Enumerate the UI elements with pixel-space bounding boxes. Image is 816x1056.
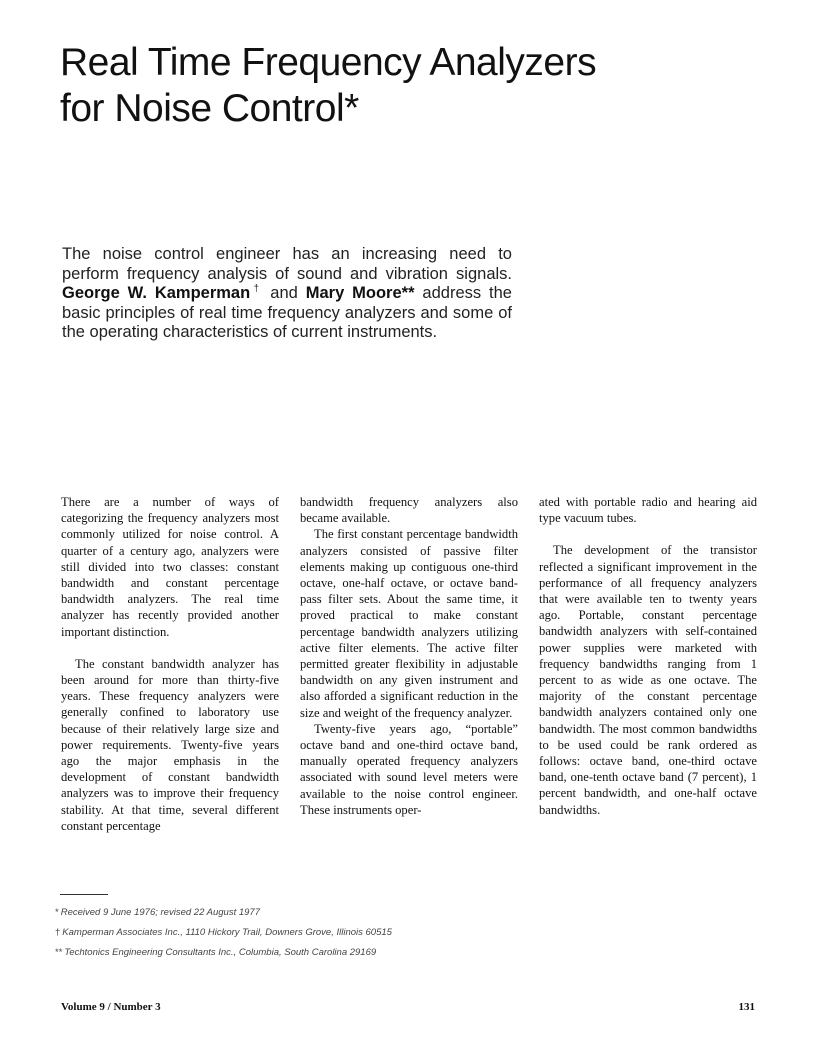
paragraph: There are a number of ways of categorizing the frequency analyzers most commonly utilized for noise control. A quarter of a century ago, analyzers were still divided into two classes: constant bandwidth and constant percentage bandwidth analyzers. The real time analyzer has recently provided another important distinction. (61, 495, 279, 639)
footnote-mark: ** (55, 947, 63, 958)
author-1-mark: † (250, 283, 263, 295)
paragraph: ated with portable radio and hearing aid type vacuum tubes. (539, 495, 757, 526)
abstract (62, 245, 512, 343)
journal-volume: Volume 9 / Number 3 (61, 1001, 161, 1013)
abstract-text-after: address the basic principles of real time frequency analyzers and some of the operating characteristics of current instruments. (62, 284, 512, 341)
paragraph: The first constant percentage bandwidth analyzers consisted of passive filter elements making up contiguous one-third octave, one-half octave, or octave band-pass filter sets. About the same time, it proved practical to make constant percentage bandwidth analyzers utilizing active filter elements. The active filter permitted greater flexibility in adjustable bandwidth on any given instrument and also afforded a significant reduction in the size and weight of the frequency analyzer. (300, 527, 518, 720)
paragraph: Twenty-five years ago, “portable” octave band and one-third octave band, manually operated frequency analyzers associated with sound level meters were available to the noise control engineer. These instruments oper- (300, 721, 518, 817)
body-column-2 (300, 494, 518, 818)
footnote-text: Received 9 June 1976; revised 22 August 1977 (60, 907, 260, 918)
title-line-2: for Noise Control* (60, 87, 359, 130)
footnote-text: Kamperman Associates Inc., 1110 Hickory Trail, Downers Grove, Illinois 60515 (62, 927, 392, 938)
author-1-name: George W. Kamperman (62, 284, 251, 302)
author-2-name: Mary Moore (305, 284, 402, 302)
body-column-1 (61, 494, 279, 834)
paragraph: The constant bandwidth analyzer has been around for more than thirty-five years. These frequency analyzers were generally confined to laboratory use because of their relatively large size and power requirements. Twenty-five years ago the major emphasis in the development of constant bandwidth analyzers was to improve their frequency stability. At that time, several different constant percentage (61, 656, 279, 833)
footnote-mark: * (55, 907, 59, 918)
footnote-mark: † (55, 927, 61, 938)
footnote-divider (60, 894, 108, 895)
page-number: 131 (738, 1001, 755, 1013)
footnote (55, 907, 535, 918)
paragraph: bandwidth frequency analyzers also became available. (300, 495, 518, 526)
paragraph: The development of the transistor reflected a significant improvement in the performance of all frequency analyzers that were available ten to twenty years ago. Portable, constant percentage bandwidth analyzers with self-contained power supplies were marketed with frequency bandwidths ranging from 1 percent to as wide as one octave. The majority of the constant percentage bandwidth analyzers contained only one bandwidth. The most common bandwidths to be used could be rank ordered as follows: octave band, one-third octave band, one-tenth octave band (7 percent), 1 percent bandwidth, and one-half octave bandwidths. (539, 543, 757, 817)
footnote (55, 927, 535, 938)
footnote (55, 947, 535, 958)
abstract-text-before: The noise control engineer has an increasing need to perform frequency analysis of sound and vibration signals. (62, 245, 512, 283)
title-line-1: Real Time Frequency Analyzers (60, 41, 597, 84)
body-column-3 (539, 494, 757, 818)
footnote-text: Techtonics Engineering Consultants Inc., Columbia, South Carolina 29169 (64, 947, 377, 958)
author-2-mark: ** (401, 284, 415, 302)
article-title (60, 40, 740, 132)
abstract-connector: and (270, 284, 298, 302)
